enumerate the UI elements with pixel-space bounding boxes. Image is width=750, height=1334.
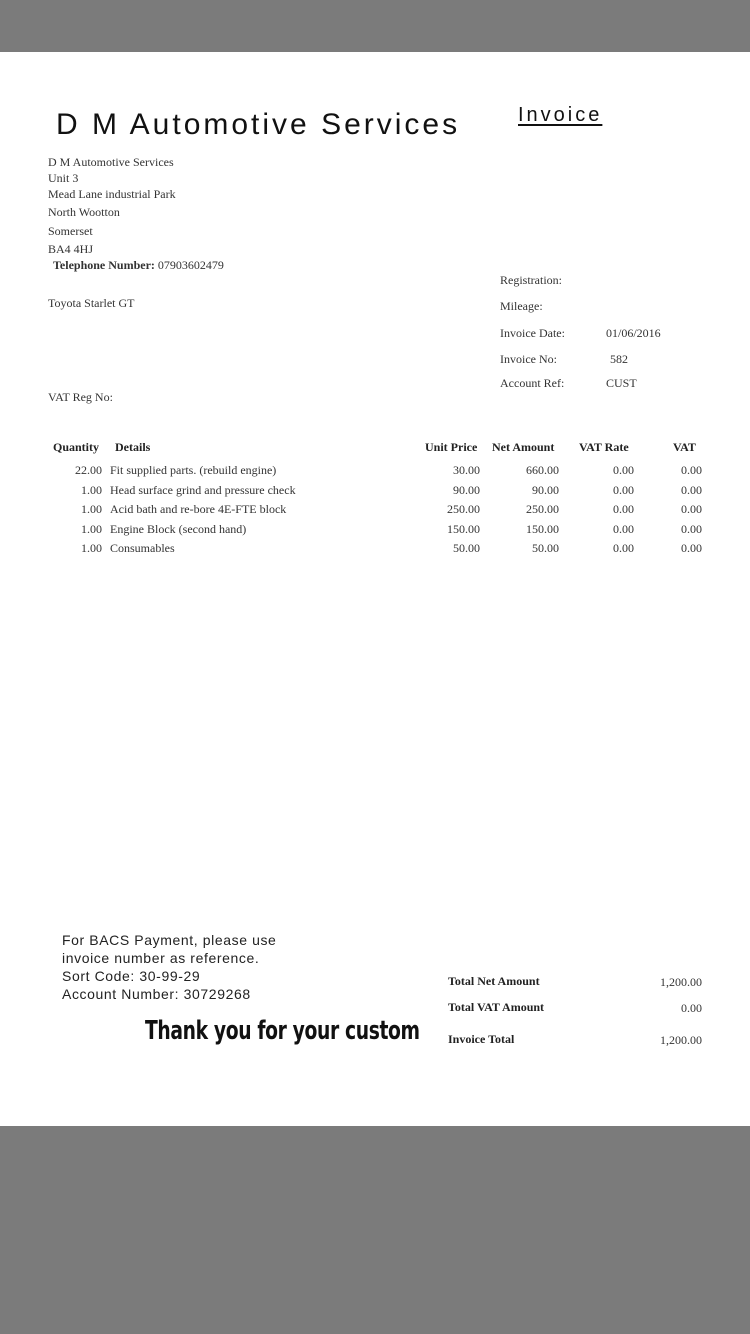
account-number: Account Number: 30729268 — [62, 986, 251, 1002]
address-line: Somerset — [48, 224, 93, 238]
cell-vat: 0.00 — [681, 463, 702, 477]
total-vat-label: Total VAT Amount — [448, 1000, 545, 1014]
cell-net-amount: 50.00 — [532, 541, 559, 555]
header-net-amount: Net Amount — [492, 440, 555, 454]
bacs-line: invoice number as reference. — [62, 950, 260, 966]
cell-vat-rate: 0.00 — [613, 502, 634, 516]
telephone-label: Telephone Number: — [53, 258, 155, 272]
header-quantity: Quantity — [53, 440, 100, 454]
cell-unit-price: 150.00 — [447, 522, 480, 536]
cell-net-amount: 150.00 — [526, 522, 559, 536]
total-net-value: 1,200.00 — [660, 975, 702, 989]
header-vat-rate: VAT Rate — [579, 440, 629, 454]
cell-vat-rate: 0.00 — [613, 483, 634, 497]
sort-code: Sort Code: 30-99-29 — [62, 968, 201, 984]
address-line: Mead Lane industrial Park — [48, 187, 176, 201]
cell-net-amount: 250.00 — [526, 502, 559, 516]
cell-quantity: 1.00 — [81, 541, 102, 555]
invoice-date-value: 01/06/2016 — [606, 326, 661, 340]
cell-net-amount: 90.00 — [532, 483, 559, 497]
invoice-no-label: Invoice No: — [500, 352, 557, 366]
address-line: Unit 3 — [48, 171, 79, 185]
cell-vat: 0.00 — [681, 502, 702, 516]
invoice-no-value: 582 — [610, 352, 628, 366]
address-line: BA4 4HJ — [48, 242, 94, 256]
total-vat-value: 0.00 — [681, 1001, 702, 1015]
telephone-value: 07903602479 — [157, 258, 224, 272]
invoice-title: Invoice — [518, 104, 603, 126]
cell-quantity: 1.00 — [81, 483, 102, 497]
account-ref-label: Account Ref: — [500, 376, 565, 390]
cell-vat: 0.00 — [681, 483, 702, 497]
cell-vat-rate: 0.00 — [613, 522, 634, 536]
invoice-total-value: 1,200.00 — [660, 1033, 702, 1047]
telephone-row — [53, 258, 224, 273]
cell-net-amount: 660.00 — [526, 463, 559, 477]
cell-details: Consumables — [110, 541, 175, 555]
cell-unit-price: 30.00 — [453, 463, 480, 477]
invoice-page — [0, 52, 750, 1126]
cell-quantity: 1.00 — [81, 502, 102, 516]
vehicle: Toyota Starlet GT — [48, 296, 135, 310]
account-ref-value: CUST — [606, 376, 637, 390]
registration-label: Registration: — [500, 273, 562, 287]
vat-reg-label: VAT Reg No: — [48, 390, 113, 404]
total-net-label: Total Net Amount — [448, 974, 540, 988]
invoice-date-label: Invoice Date: — [500, 326, 565, 340]
cell-quantity: 1.00 — [81, 522, 102, 536]
header-details: Details — [115, 440, 151, 454]
cell-vat-rate: 0.00 — [613, 541, 634, 555]
cell-details: Acid bath and re-bore 4E-FTE block — [110, 502, 287, 516]
mileage-label: Mileage: — [500, 299, 543, 313]
cell-vat-rate: 0.00 — [613, 463, 634, 477]
cell-details: Head surface grind and pressure check — [110, 483, 296, 497]
invoice-total-label: Invoice Total — [448, 1032, 515, 1046]
thank-you-message: Thank you for your custom — [145, 1016, 420, 1046]
cell-unit-price: 90.00 — [453, 483, 480, 497]
cell-vat: 0.00 — [681, 541, 702, 555]
cell-unit-price: 50.00 — [453, 541, 480, 555]
cell-vat: 0.00 — [681, 522, 702, 536]
cell-unit-price: 250.00 — [447, 502, 480, 516]
cell-quantity: 22.00 — [75, 463, 102, 477]
cell-details: Engine Block (second hand) — [110, 522, 247, 536]
bacs-line: For BACS Payment, please use — [62, 932, 277, 948]
company-title: D M Automotive Services — [56, 108, 461, 141]
header-unit-price: Unit Price — [425, 440, 478, 454]
cell-details: Fit supplied parts. (rebuild engine) — [110, 463, 277, 477]
address-line: North Wootton — [48, 205, 120, 219]
header-vat: VAT — [673, 440, 696, 454]
address-line: D M Automotive Services — [48, 155, 174, 169]
